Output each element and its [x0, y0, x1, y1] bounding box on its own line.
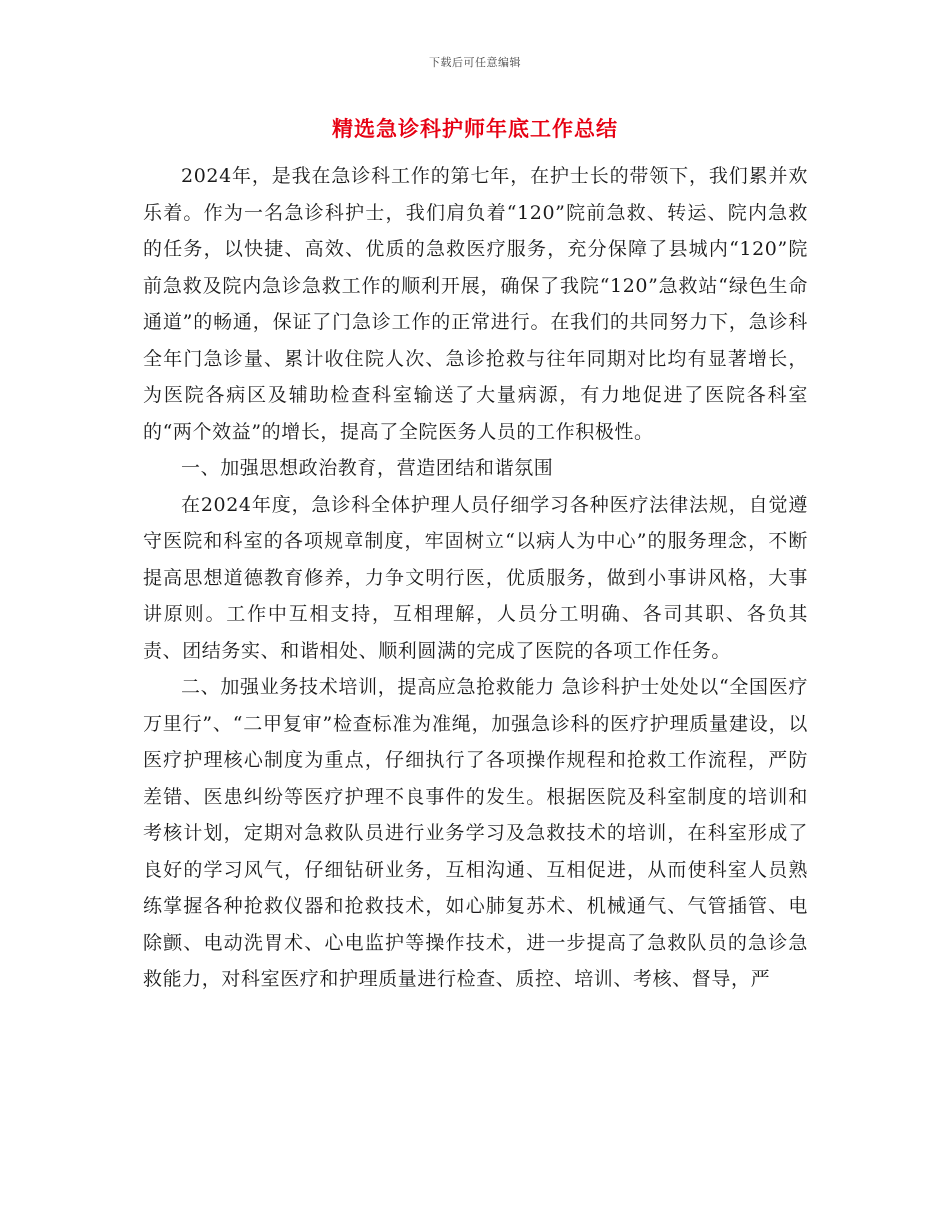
paragraph-section-1: 在2024年度，急诊科全体护理人员仔细学习各种医疗法律法规，自觉遵守医院和科室的各项规章制度，牢固树立“以病人为中心”的服务理念，不断提高思想道德教育修养，力争文明行医，优质服务，做到小事讲风格，大事讲原则。工作中互相支持，互相理解，人员分工明确、各司其职、各负其责、团结务实、和谐相处、顺利圆满的完成了医院的各项工作任务。 — [143, 493, 808, 662]
section-heading-1: 一、加强思想政治教育，营造团结和谐氛围 — [181, 457, 554, 479]
document-body — [143, 158, 808, 998]
header-note: 下载后可任意编辑 — [429, 56, 521, 69]
paragraph-section-2: 二、加强业务技术培训，提高应急抢救能力 急诊科护士处处以“全国医疗万里行”、“二甲复审”检查标准为准绳，加强急诊科的医疗护理质量建设，以医疗护理核心制度为重点，仔细执行了各项操作规程和抢救工作流程，严防差错、医患纠纷等医疗护理不良事件的发生。根据医院及科室制度的培训和考核计划，定期对急救队员进行业务学习及急救技术的培训，在科室形成了良好的学习风气，仔细钻研业务，互相沟通、互相促进，从而使科室人员熟练掌握各种抢救仪器和抢救技术，如心肺复苏术、机械通气、气管插管、电除颤、电动洗胃术、心电监护等操作技术，进一步提高了急救队员的急诊急救能力，对科室医疗和护理质量进行检查、质控、培训、考核、督导，严 — [143, 676, 808, 990]
paragraph-intro: 2024年，是我在急诊科工作的第七年，在护士长的带领下，我们累并欢乐着。作为一名急诊科护士，我们肩负着“120”院前急救、转运、院内急救的任务，以快捷、高效、优质的急救医疗服务，充分保障了县城内“120”院前急救及院内急诊急救工作的顺利开展，确保了我院“120”急救站“绿色生命通道”的畅通，保证了门急诊工作的正常进行。在我们的共同努力下，急诊科全年门急诊量、累计收住院人次、急诊抢救与往年同期对比均有显著增长，为医院各病区及辅助检查科室输送了大量病源，有力地促进了医院各科室的“两个效益”的增长，提高了全院医务人员的工作积极性。 — [143, 165, 808, 443]
document-title: 精选急诊科护师年底工作总结 — [332, 116, 618, 141]
